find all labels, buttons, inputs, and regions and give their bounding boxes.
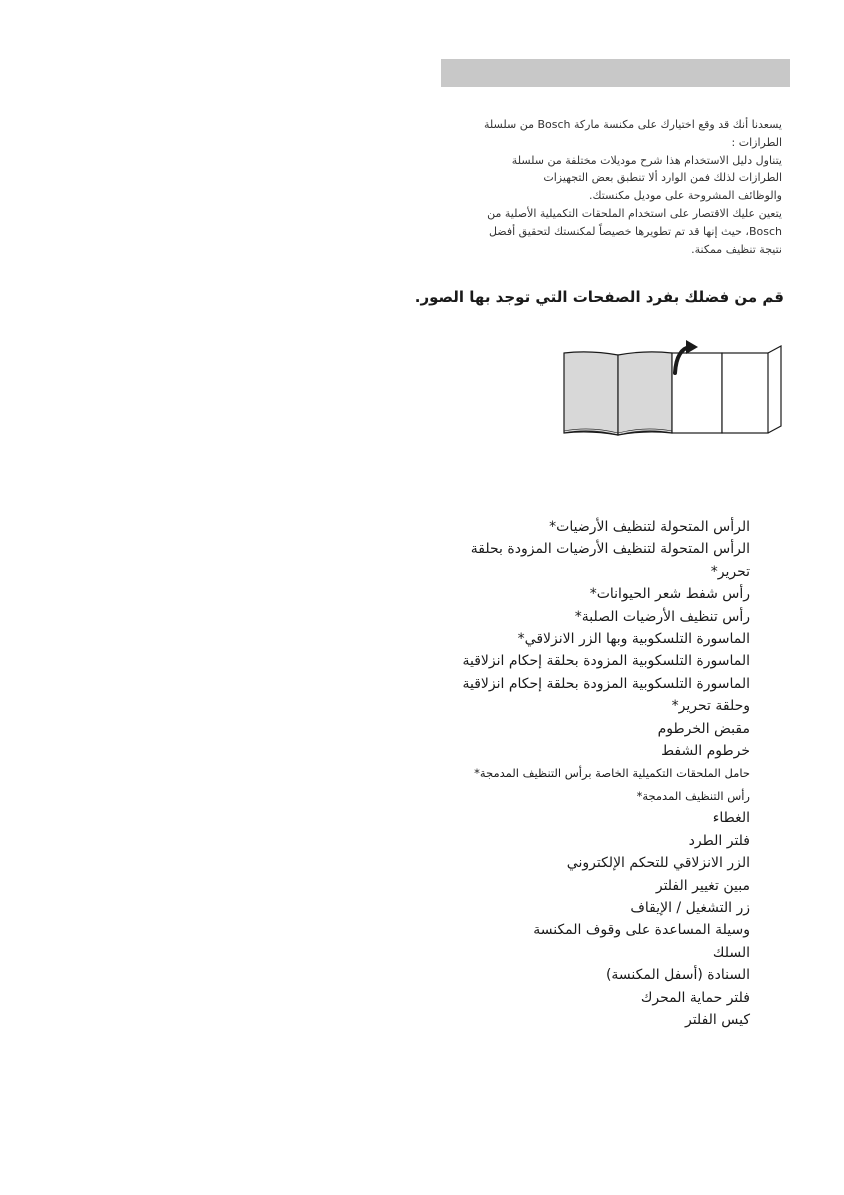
part-list-item: رأس شفط شعر الحيوانات* (589, 586, 750, 603)
intro-line: الطرازات لذلك فمن الوارد ألا تنطبق بعض التجهيزات (543, 171, 782, 185)
part-list-item: فلتر الطرد (688, 832, 750, 849)
part-list-item: تحرير* (710, 563, 750, 580)
intro-line: يسعدنا أنك قد وقع اختيارك على مكنسة ماركة Bosch من سلسلة (484, 118, 782, 131)
part-list-item: وسيلة المساعدة على وقوف المكنسة (533, 922, 750, 939)
part-list-item: السنادة (أسفل المكنسة) (605, 967, 750, 984)
parts-list (440, 516, 750, 1031)
part-list-item: وحلقة تحرير* (671, 698, 750, 715)
fold-out-panel-2 (722, 353, 768, 433)
part-list-item: الماسورة التلسكوبية المزودة بحلقة إحكام انزلاقية (462, 653, 750, 670)
part-list-item: الرأس المتحولة لتنظيف الأرضيات المزودة بحلقة (470, 541, 750, 558)
part-list-item: مقبض الخرطوم (657, 720, 750, 737)
part-list-item: رأس تنظيف الأرضيات الصلبة* (574, 608, 750, 625)
intro-line: والوظائف المشروحة على موديل مكنستك. (588, 189, 782, 203)
unfold-pages-illustration (560, 340, 786, 440)
part-list-item: الغطاء (712, 810, 750, 827)
part-list-item: الرأس المتحولة لتنظيف الأرضيات* (549, 519, 750, 535)
part-list-item: زر التشغيل / الإيقاف (630, 899, 750, 916)
intro-line: نتيجة تنظيف ممكنة. (691, 242, 782, 256)
part-list-item: السلك (712, 944, 750, 961)
part-list-item: رأس التنظيف المدمجة* (636, 788, 750, 803)
unfold-instruction: قم من فضلك بفرد الصفحات التي توجد بها الصور. (414, 288, 784, 306)
intro-text (462, 116, 782, 258)
part-list-item: مبين تغيير الفلتر (655, 877, 750, 894)
part-list-item: فلتر حماية المحرك (640, 989, 750, 1006)
intro-line: Bosch، حيث إنها قد تم تطويرها خصيصاً لمكنستك لتحقيق أفضل (488, 224, 782, 238)
part-list-item: حامل الملحقات التكميلية الخاصة برأس التنظيف المدمجة* (474, 766, 750, 781)
booklet-left-page (564, 352, 618, 435)
fold-out-panel-1 (672, 353, 722, 433)
booklet-right-page (618, 352, 672, 435)
part-list-item: كيس الفلتر (684, 1011, 750, 1028)
header-bar (441, 59, 790, 87)
intro-line: يتناول دليل الاستخدام هذا شرح موديلات مختلفة من سلسلة (511, 153, 782, 167)
intro-line: يتعين عليك الاقتصار على استخدام الملحقات التكميلية الأصلية من (487, 206, 782, 220)
part-list-item: الزر الانزلاقي للتحكم الإلكتروني (566, 855, 750, 872)
part-list-item: الماسورة التلسكوبية المزودة بحلقة إحكام انزلاقية (462, 675, 750, 692)
part-list-item: الماسورة التلسكوبية وبها الزر الانزلاقي* (517, 631, 750, 648)
intro-line: الطرازات : (731, 135, 782, 149)
part-list-item: خرطوم الشفط (661, 743, 750, 760)
